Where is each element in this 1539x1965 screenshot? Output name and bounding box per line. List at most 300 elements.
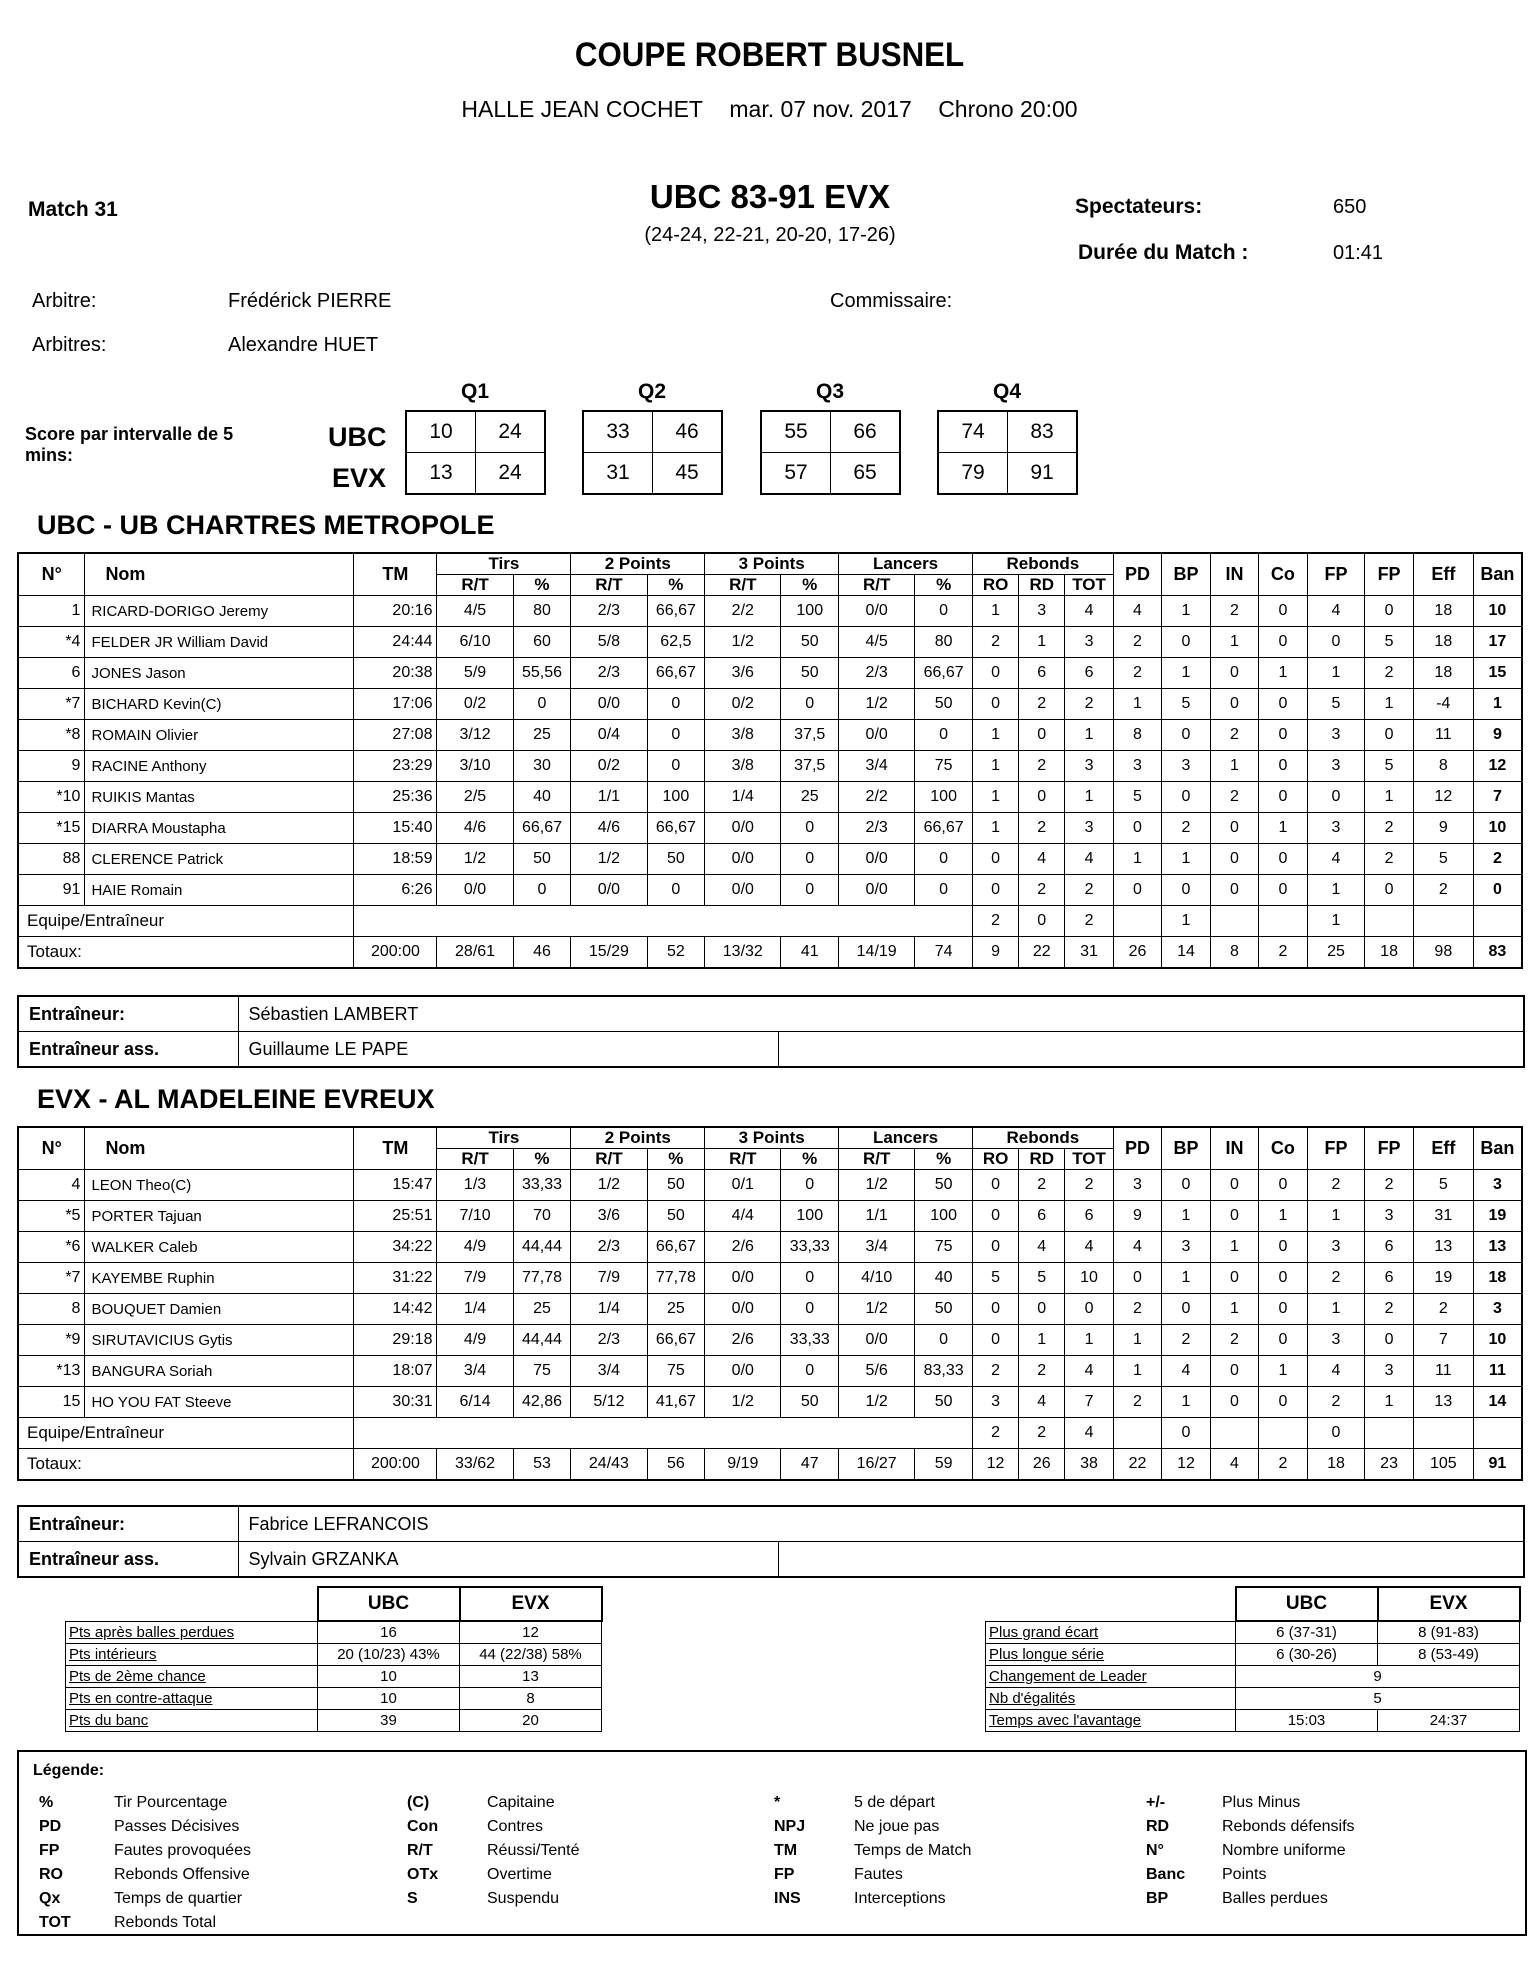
header-tirs: Tirs	[437, 553, 571, 575]
stat-cell: 0/0	[705, 1263, 781, 1294]
stat-cell: 3	[1307, 1232, 1365, 1263]
player-minutes: 14:42	[354, 1294, 437, 1325]
stat-cell: 0/2	[571, 751, 647, 782]
coach-label: Entraîneur:	[18, 1506, 238, 1542]
stat-cell: 4	[1307, 596, 1365, 627]
stat-cell: 0	[781, 875, 839, 906]
stats-corner	[66, 1587, 318, 1621]
stat-cell: 0	[1259, 689, 1307, 720]
stat-cell: 3/6	[705, 658, 781, 689]
legend-key: Con	[407, 1818, 439, 1835]
interval-score-evx: 13	[406, 453, 476, 495]
header-tot: TOT	[1065, 575, 1113, 596]
stat-cell: 1	[972, 720, 1018, 751]
equipe-fp2	[1365, 1418, 1413, 1449]
coach-label: Entraîneur:	[18, 996, 238, 1032]
interval-label: Score par intervalle de 5 mins:	[25, 424, 234, 465]
equipe-fp2	[1365, 906, 1413, 937]
stat-cell: 2	[1113, 658, 1161, 689]
stat-cell: 1/2	[437, 844, 513, 875]
equipe-tot: 2	[1065, 906, 1113, 937]
stat-cell: 6	[1019, 658, 1065, 689]
player-points: 10	[1473, 813, 1522, 844]
player-name: DIARRA Moustapha	[85, 813, 354, 844]
legend-key: R/T	[407, 1842, 433, 1859]
stat-cell: 0	[1307, 782, 1365, 813]
stat-cell: 0/4	[571, 720, 647, 751]
stat-cell: 0	[915, 596, 973, 627]
stat-cell: 75	[647, 1356, 705, 1387]
stat-cell: 1/2	[571, 1170, 647, 1201]
table-row	[18, 813, 1522, 844]
equipe-rd: 0	[1019, 906, 1065, 937]
stat-cell: 2	[1019, 813, 1065, 844]
player-number: *6	[18, 1232, 85, 1263]
stat-cell: 8	[1413, 751, 1473, 782]
player-points: 1	[1473, 689, 1522, 720]
stat-cell: 0	[781, 689, 839, 720]
header-pct: %	[915, 575, 973, 596]
stat-cell: 0	[1259, 596, 1307, 627]
totaux-value: 26	[1019, 1449, 1065, 1481]
table-row	[18, 844, 1522, 875]
player-minutes: 29:18	[354, 1325, 437, 1356]
stat-cell: 2/3	[571, 1325, 647, 1356]
player-points: 12	[1473, 751, 1522, 782]
table-row	[18, 627, 1522, 658]
header-rt: R/T	[839, 1149, 915, 1170]
stat-cell: 4/6	[571, 813, 647, 844]
stats-label: Pts après balles perdues	[66, 1621, 318, 1644]
legend-title: Légende:	[33, 1762, 105, 1779]
player-name: FELDER JR William David	[85, 627, 354, 658]
stat-cell: 12	[1413, 782, 1473, 813]
player-name: HAIE Romain	[85, 875, 354, 906]
interval-score-evx: 65	[831, 453, 901, 495]
legend-description: Fautes provoquées	[114, 1842, 251, 1859]
stat-cell: 50	[915, 1170, 973, 1201]
quarter-label-q1: Q1	[460, 380, 489, 403]
header-bp: BP	[1162, 1127, 1210, 1170]
legend-key: S	[407, 1890, 418, 1907]
team-stats-left	[65, 1586, 603, 1732]
legend-key: Qx	[39, 1890, 61, 1907]
player-minutes: 17:06	[354, 689, 437, 720]
stat-cell: 4/5	[839, 627, 915, 658]
stat-cell: 2	[1307, 1387, 1365, 1418]
stats-corner	[986, 1587, 1236, 1621]
legend-key: *	[774, 1794, 781, 1811]
table-row	[18, 1356, 1522, 1387]
header-3points: 3 Points	[705, 1127, 839, 1149]
player-name: KAYEMBE Ruphin	[85, 1263, 354, 1294]
stat-cell: 0	[972, 689, 1018, 720]
table-row	[18, 875, 1522, 906]
stat-cell: 0	[972, 658, 1018, 689]
header-pct: %	[513, 1149, 571, 1170]
totaux-value: 9	[972, 937, 1018, 969]
stat-cell: 5	[1365, 751, 1413, 782]
quarter-box-q2	[582, 410, 723, 495]
stats-label: Pts de 2ème chance	[66, 1666, 318, 1688]
stat-cell: 0	[1210, 844, 1258, 875]
stat-cell: 1	[1307, 875, 1365, 906]
totaux-value: 74	[915, 937, 973, 969]
totaux-value: 47	[781, 1449, 839, 1481]
player-name: CLERENCE Patrick	[85, 844, 354, 875]
header-tm: TM	[354, 553, 437, 596]
final-score: UBC 83-91 EVX	[649, 178, 891, 215]
legend-description: Temps de Match	[854, 1842, 972, 1859]
stat-cell: 25	[513, 720, 571, 751]
coach-blank	[778, 1032, 1524, 1068]
stat-cell: 2	[1365, 844, 1413, 875]
player-minutes: 18:07	[354, 1356, 437, 1387]
stat-cell: 66,67	[647, 813, 705, 844]
player-points: 2	[1473, 844, 1522, 875]
stat-cell: 30	[513, 751, 571, 782]
stat-cell: 1	[1210, 751, 1258, 782]
totaux-value: 38	[1065, 1449, 1113, 1481]
stat-cell: 7/9	[437, 1263, 513, 1294]
interval-team-evx: EVX	[332, 463, 387, 493]
stat-cell: 0	[1210, 1263, 1258, 1294]
equipe-bp: 0	[1162, 1418, 1210, 1449]
totaux-value: 9/19	[705, 1449, 781, 1481]
quarter-box-q3	[760, 410, 901, 495]
stat-cell: 77,78	[647, 1263, 705, 1294]
stat-cell: 0/0	[571, 689, 647, 720]
stat-cell: 13	[1413, 1232, 1473, 1263]
chrono: Chrono 20:00	[938, 96, 1078, 122]
arbitres-label: Arbitres:	[32, 334, 107, 356]
stat-cell: 3/10	[437, 751, 513, 782]
stat-cell: 66,67	[513, 813, 571, 844]
stat-cell: 1	[1307, 1201, 1365, 1232]
stat-cell: 2/2	[705, 596, 781, 627]
stat-cell: 4/9	[437, 1325, 513, 1356]
totaux-value: 41	[781, 937, 839, 969]
player-minutes: 25:51	[354, 1201, 437, 1232]
player-minutes: 20:38	[354, 658, 437, 689]
stat-cell: 100	[915, 1201, 973, 1232]
stat-cell: 75	[915, 751, 973, 782]
stat-cell: 0	[1210, 1170, 1258, 1201]
player-minutes: 18:59	[354, 844, 437, 875]
legend-key: FP	[39, 1842, 60, 1859]
player-points: 7	[1473, 782, 1522, 813]
stat-cell: 3	[1065, 627, 1113, 658]
totaux-value: 14	[1162, 937, 1210, 969]
stat-cell: 0/0	[705, 875, 781, 906]
table-row	[18, 1294, 1522, 1325]
legend-description: Ne joue pas	[854, 1818, 940, 1835]
coach-name: Fabrice LEFRANCOIS	[238, 1506, 1524, 1542]
stat-cell: 18	[1413, 596, 1473, 627]
stat-cell: 0	[781, 1263, 839, 1294]
stat-cell: 0	[781, 1356, 839, 1387]
interval-score-ubc: 33	[583, 411, 653, 453]
stat-cell: 6	[1365, 1263, 1413, 1294]
table-row	[18, 751, 1522, 782]
stat-cell: 0	[1259, 1170, 1307, 1201]
stats-label: Pts intérieurs	[66, 1644, 318, 1666]
player-points: 18	[1473, 1263, 1522, 1294]
stat-cell: -4	[1413, 689, 1473, 720]
commissaire-label: Commissaire:	[830, 290, 953, 312]
header-pct: %	[781, 575, 839, 596]
stat-cell: 4/10	[839, 1263, 915, 1294]
stat-cell: 0	[1019, 1294, 1065, 1325]
stat-cell: 0	[781, 813, 839, 844]
interval-score-evx: 31	[583, 453, 653, 495]
player-number: *10	[18, 782, 85, 813]
stat-cell: 3/8	[705, 720, 781, 751]
assistant-coach-name: Sylvain GRZANKA	[238, 1542, 778, 1578]
stats-row	[986, 1666, 1520, 1688]
stat-cell: 0	[1365, 875, 1413, 906]
stat-cell: 1	[1365, 782, 1413, 813]
stat-cell: 0/0	[705, 844, 781, 875]
legend-key: TM	[774, 1842, 798, 1859]
coach-name: Sébastien LAMBERT	[238, 996, 1524, 1032]
equipe-tot: 4	[1065, 1418, 1113, 1449]
stat-cell: 1/2	[839, 1294, 915, 1325]
stat-cell: 2	[1065, 1170, 1113, 1201]
totaux-value: 56	[647, 1449, 705, 1481]
stat-cell: 6	[1065, 1201, 1113, 1232]
header-rebonds: Rebonds	[972, 1127, 1113, 1149]
totaux-value: 18	[1365, 937, 1413, 969]
equipe-blank	[354, 1418, 973, 1449]
equipe-row	[18, 906, 1522, 937]
stat-cell: 33,33	[513, 1170, 571, 1201]
stat-cell: 2	[1413, 1294, 1473, 1325]
totaux-value: 105	[1413, 1449, 1473, 1481]
player-number: 8	[18, 1294, 85, 1325]
stat-cell: 0	[1113, 875, 1161, 906]
stats-value-ubc: 16	[318, 1621, 460, 1644]
team-stats-right	[985, 1586, 1521, 1732]
totaux-value: 12	[1162, 1449, 1210, 1481]
stat-cell: 0	[1210, 1387, 1258, 1418]
stat-cell: 0/2	[705, 689, 781, 720]
legend	[17, 1750, 1527, 1936]
stat-cell: 2	[972, 627, 1018, 658]
stat-cell: 2	[1113, 1294, 1161, 1325]
header-in: IN	[1210, 553, 1258, 596]
stat-cell: 50	[513, 844, 571, 875]
totaux-value: 52	[647, 937, 705, 969]
player-points: 14	[1473, 1387, 1522, 1418]
totaux-value: 98	[1413, 937, 1473, 969]
stat-cell: 40	[513, 782, 571, 813]
legend-description: Rebonds défensifs	[1222, 1818, 1355, 1835]
table-row	[18, 1325, 1522, 1356]
player-minutes: 15:40	[354, 813, 437, 844]
stat-cell: 18	[1413, 658, 1473, 689]
stat-cell: 50	[647, 844, 705, 875]
stat-cell: 0	[1019, 720, 1065, 751]
stat-cell: 0	[915, 844, 973, 875]
stat-cell: 5	[1162, 689, 1210, 720]
stat-cell: 0	[1307, 627, 1365, 658]
player-minutes: 27:08	[354, 720, 437, 751]
stats-row	[986, 1710, 1520, 1732]
stat-cell: 55,56	[513, 658, 571, 689]
stat-cell: 2	[1365, 1294, 1413, 1325]
stat-cell: 0/0	[839, 1325, 915, 1356]
totaux-value: 24/43	[571, 1449, 647, 1481]
interval-score-evx: 79	[938, 453, 1008, 495]
stats-value-evx: 12	[460, 1621, 602, 1644]
header-lancers: Lancers	[839, 1127, 973, 1149]
stat-cell: 6	[1065, 658, 1113, 689]
interval-score-evx: 57	[761, 453, 831, 495]
stat-cell: 1	[1162, 1387, 1210, 1418]
player-minutes: 30:31	[354, 1387, 437, 1418]
player-name: ROMAIN Olivier	[85, 720, 354, 751]
stat-cell: 3	[1162, 1232, 1210, 1263]
stats-row	[986, 1644, 1520, 1666]
legend-description: Capitaine	[487, 1794, 555, 1811]
player-name: PORTER Tajuan	[85, 1201, 354, 1232]
stat-cell: 0/0	[839, 844, 915, 875]
player-number: 15	[18, 1387, 85, 1418]
stat-cell: 3	[1113, 751, 1161, 782]
legend-description: Points	[1222, 1866, 1267, 1883]
header-rt: R/T	[571, 575, 647, 596]
stat-cell: 37,5	[781, 720, 839, 751]
arbitre-label: Arbitre:	[32, 290, 97, 312]
stat-cell: 2	[972, 1356, 1018, 1387]
player-minutes: 20:16	[354, 596, 437, 627]
stat-cell: 0	[1210, 1356, 1258, 1387]
stat-cell: 1/1	[571, 782, 647, 813]
stat-cell: 9	[1413, 813, 1473, 844]
stat-cell: 4	[1019, 1387, 1065, 1418]
stat-cell: 1/3	[437, 1170, 513, 1201]
stat-cell: 0	[1210, 658, 1258, 689]
stats-value-evx: 8 (91-83)	[1378, 1621, 1520, 1644]
interval-score-ubc: 46	[653, 411, 723, 453]
match-date: mar. 07 nov. 2017	[729, 96, 912, 122]
player-minutes: 6:26	[354, 875, 437, 906]
totaux-value: 28/61	[437, 937, 513, 969]
totaux-value: 8	[1210, 937, 1258, 969]
totaux-label: Totaux:	[18, 1449, 354, 1481]
stat-cell: 3	[972, 1387, 1018, 1418]
stat-cell: 4	[1065, 1232, 1113, 1263]
stat-cell: 0	[1365, 1325, 1413, 1356]
interval-score-evx: 24	[476, 453, 546, 495]
player-minutes: 15:47	[354, 1170, 437, 1201]
stat-cell: 4/6	[437, 813, 513, 844]
header-ro: RO	[972, 575, 1018, 596]
assistant-coach-label: Entraîneur ass.	[18, 1032, 238, 1068]
player-name: RUIKIS Mantas	[85, 782, 354, 813]
stat-cell: 44,44	[513, 1232, 571, 1263]
match-number: Match 31	[28, 198, 118, 221]
stat-cell: 5	[1365, 627, 1413, 658]
interval-score-ubc: 10	[406, 411, 476, 453]
equipe-ban	[1473, 906, 1522, 937]
quarter-label-q2: Q2	[637, 380, 666, 403]
totaux-value: 25	[1307, 937, 1365, 969]
stats-label: Temps avec l'avantage	[986, 1710, 1236, 1732]
stat-cell: 0	[1259, 720, 1307, 751]
player-minutes: 31:22	[354, 1263, 437, 1294]
venue: HALLE JEAN COCHET	[461, 96, 703, 122]
player-minutes: 23:29	[354, 751, 437, 782]
stat-cell: 50	[647, 1201, 705, 1232]
stat-cell: 2/3	[571, 1232, 647, 1263]
stat-cell: 0	[1259, 627, 1307, 658]
legend-key: RO	[39, 1866, 63, 1883]
stat-cell: 50	[915, 1294, 973, 1325]
stat-cell: 0	[1162, 1170, 1210, 1201]
legend-key: BP	[1146, 1890, 1169, 1907]
player-points: 10	[1473, 596, 1522, 627]
stat-cell: 4	[1162, 1356, 1210, 1387]
team1-name: UBC - UB CHARTRES METROPOLE	[37, 510, 495, 540]
stat-cell: 4	[1065, 844, 1113, 875]
stats-label: Nb d'égalités	[986, 1688, 1236, 1710]
player-points: 11	[1473, 1356, 1522, 1387]
stat-cell: 0	[1210, 1201, 1258, 1232]
stat-cell: 2	[1113, 1387, 1161, 1418]
player-name: RACINE Anthony	[85, 751, 354, 782]
header-pct: %	[513, 575, 571, 596]
team1-coaches	[17, 995, 1525, 1068]
stat-cell: 0	[972, 1232, 1018, 1263]
stat-cell: 1	[1210, 1232, 1258, 1263]
header-tirs: Tirs	[437, 1127, 571, 1149]
stat-cell: 11	[1413, 1356, 1473, 1387]
stat-cell: 1	[1307, 1294, 1365, 1325]
stat-cell: 2	[1365, 658, 1413, 689]
stat-cell: 50	[781, 1387, 839, 1418]
stat-cell: 0	[1113, 1263, 1161, 1294]
stat-cell: 25	[513, 1294, 571, 1325]
legend-key: %	[39, 1794, 54, 1811]
stat-cell: 13	[1413, 1387, 1473, 1418]
stat-cell: 80	[915, 627, 973, 658]
player-number: *15	[18, 813, 85, 844]
stat-cell: 4	[1113, 1232, 1161, 1263]
stat-cell: 40	[915, 1263, 973, 1294]
interval-score-ubc: 55	[761, 411, 831, 453]
legend-key: INS	[774, 1890, 801, 1907]
legend-description: Réussi/Tenté	[487, 1842, 580, 1859]
stat-cell: 6	[1019, 1201, 1065, 1232]
legend-description: Balles perdues	[1222, 1890, 1328, 1907]
stat-cell: 0	[513, 875, 571, 906]
legend-description: Overtime	[487, 1866, 552, 1883]
stat-cell: 4	[1113, 596, 1161, 627]
legend-description: 5 de départ	[854, 1794, 935, 1811]
table-row	[18, 689, 1522, 720]
stat-cell: 0	[647, 751, 705, 782]
interval-score-evx: 91	[1008, 453, 1078, 495]
header-ro: RO	[972, 1149, 1018, 1170]
stat-cell: 0	[1259, 844, 1307, 875]
stat-cell: 2	[1162, 813, 1210, 844]
totaux-value: 83	[1473, 937, 1522, 969]
stat-cell: 0	[647, 720, 705, 751]
stat-cell: 2	[1210, 782, 1258, 813]
stat-cell: 50	[647, 1170, 705, 1201]
